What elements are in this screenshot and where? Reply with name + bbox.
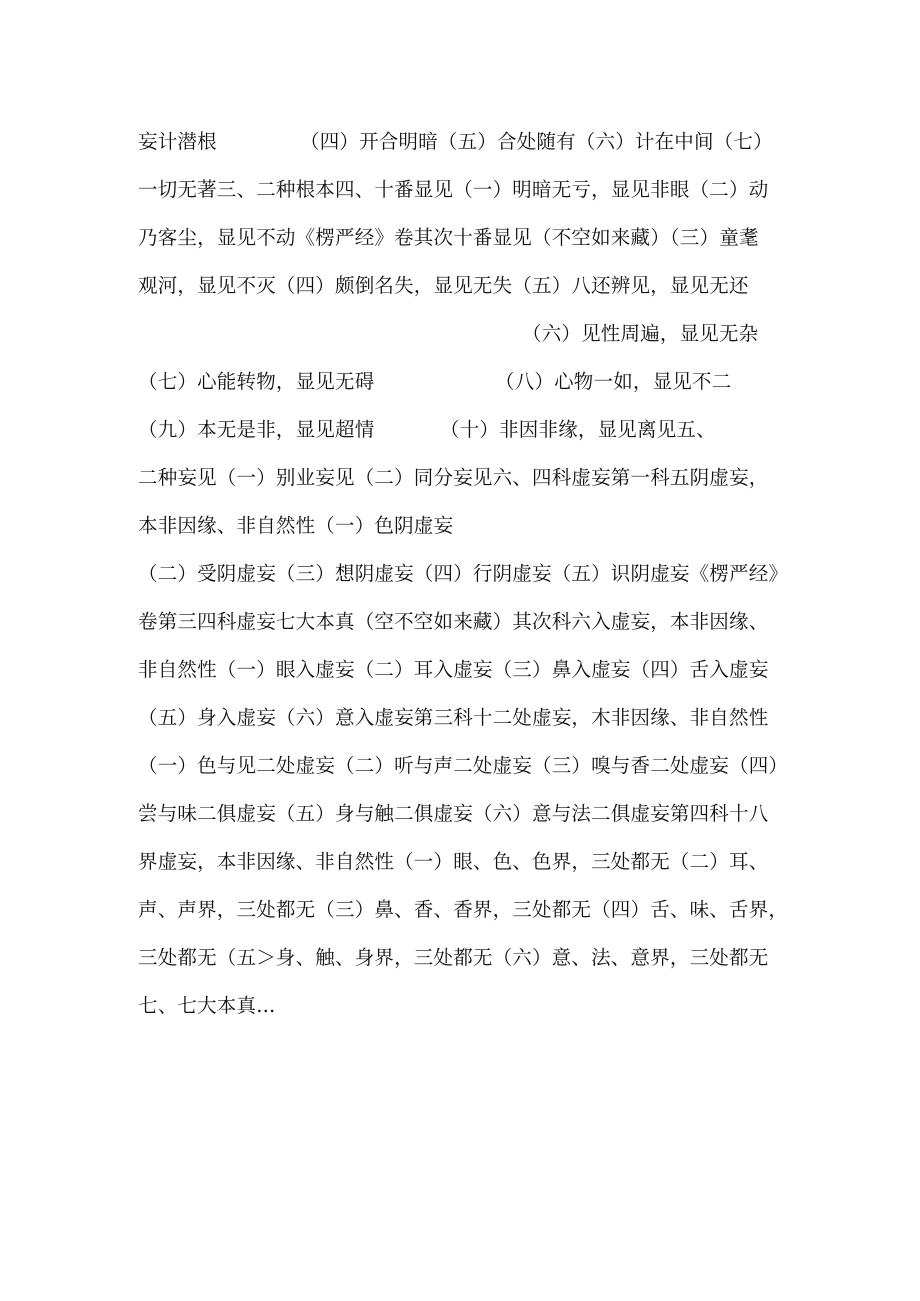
text-line: 声、声界，三处都无（三）鼻、香、香界，三处都无（四）舌、味、舌界， <box>138 898 789 921</box>
text-line: 三处都无（五＞身、触、身界，三处都无（六）意、法、意界，三处都无 <box>138 946 769 969</box>
text-line: 界虚妄，本非因缘、非自然性（一）眼、色、色界，三处都无（二）耳、 <box>138 850 769 873</box>
text-line: 尝与味二俱虚妄（五）身与触二俱虚妄（六）意与法二俱虚妄第四科十八 <box>138 802 769 825</box>
text-line: 二种妄见（一）别业妄见（二）同分妄见六、四科虚妄第一科五阴虚妄， <box>138 466 769 489</box>
text-line: （六）见性周遍，显见无杂 <box>522 322 759 345</box>
text-line: 妄计潜根 <box>138 130 217 153</box>
text-line: 观河，显见不灭（四）颇倒名失，显见无失（五）八还辨见，显见无还 <box>138 274 749 297</box>
text-line: （七）心能转物，显见无碍 <box>138 370 375 393</box>
text-line: 卷第三四科虚妄七大本真（空不空如来藏）其次科六入虚妄，本非因缘、 <box>138 610 769 633</box>
text-line: 非自然性（一）眼入虚妄（二）耳入虚妄（三）鼻入虚妄（四）舌入虚妄 <box>138 658 769 681</box>
text-line: 一切无著三、二种根本四、十番显见（一）明暗无亏，显见非眼（二）动 <box>138 178 769 201</box>
text-line: （一）色与见二处虚妄（二）听与声二处虚妄（三）嗅与香二处虚妄（四） <box>138 754 789 777</box>
text-line: （二）受阴虚妄（三）想阴虚妄（四）行阴虚妄（五）识阴虚妄《楞严经》 <box>138 562 789 585</box>
text-line: 乃客尘，显见不动《楞严经》卷其次十番显见（不空如来藏）（三）童耄 <box>138 226 759 249</box>
text-line: 本非因缘、非自然性（一）色阴虚妄 <box>138 514 454 537</box>
text-line: （十）非因非缘，显见离见五、 <box>440 418 716 441</box>
text-line: 七、七大本真... <box>138 994 276 1017</box>
text-line: （八）心物一如，显见不二 <box>495 370 732 393</box>
text-line: （五）身入虚妄（六）意入虚妄第三科十二处虚妄，木非因缘、非自然性 <box>138 706 769 729</box>
text-line: （四）开合明暗（五）合处随有（六）计在中间（七） <box>300 130 773 153</box>
text-line: （九）本无是非，显见超情 <box>138 418 375 441</box>
